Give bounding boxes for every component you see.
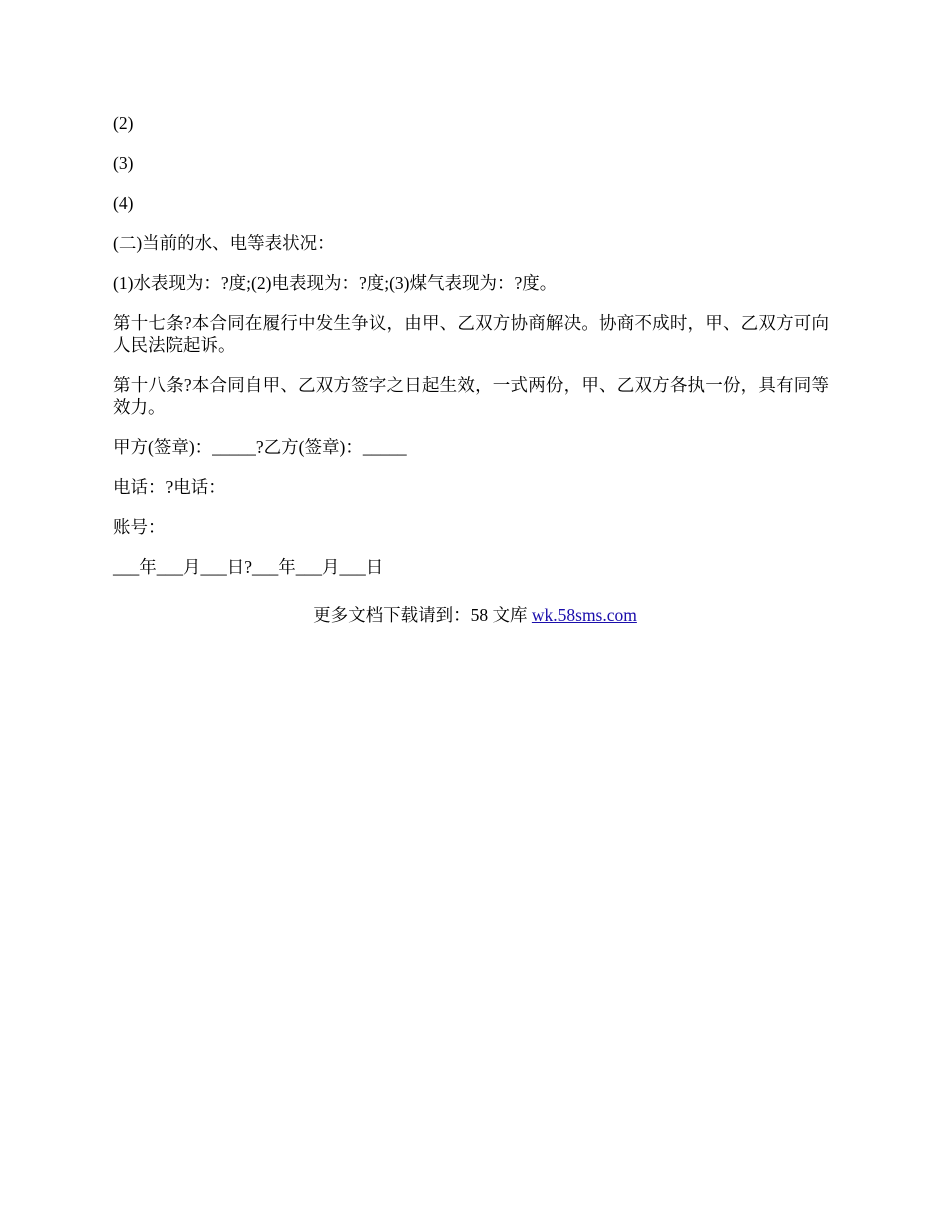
meter-readings: (1)水表现为：?度;(2)电表现为：?度;(3)煤气表现为：?度。 — [113, 273, 558, 293]
list-item-4: (4) — [113, 193, 134, 213]
phone-line: 电话：?电话： — [113, 477, 226, 497]
list-item-2: (2) — [113, 113, 134, 133]
footer-link[interactable]: wk.58sms.com — [531, 605, 637, 625]
account-line: 账号： — [113, 517, 166, 537]
article-17: 第十七条?本合同在履行中发生争议，由甲、乙双方协商解决。协商不成时，甲、乙双方可向人民法院起诉。 — [113, 313, 829, 355]
date-line: ___年___月___日?___年___月___日 — [113, 557, 384, 577]
meter-status-heading: (二)当前的水、电等表状况： — [113, 233, 335, 253]
download-footer — [0, 604, 950, 626]
signature-line: 甲方(签章)：_____?乙方(签章)：_____ — [113, 437, 407, 457]
footer-text: 更多文档下载请到：58 文库 — [313, 605, 532, 625]
article-18: 第十八条?本合同自甲、乙双方签字之日起生效，一式两份，甲、乙双方各执一份，具有同等效力。 — [113, 375, 829, 417]
list-item-3: (3) — [113, 153, 134, 173]
document-body — [113, 112, 829, 596]
